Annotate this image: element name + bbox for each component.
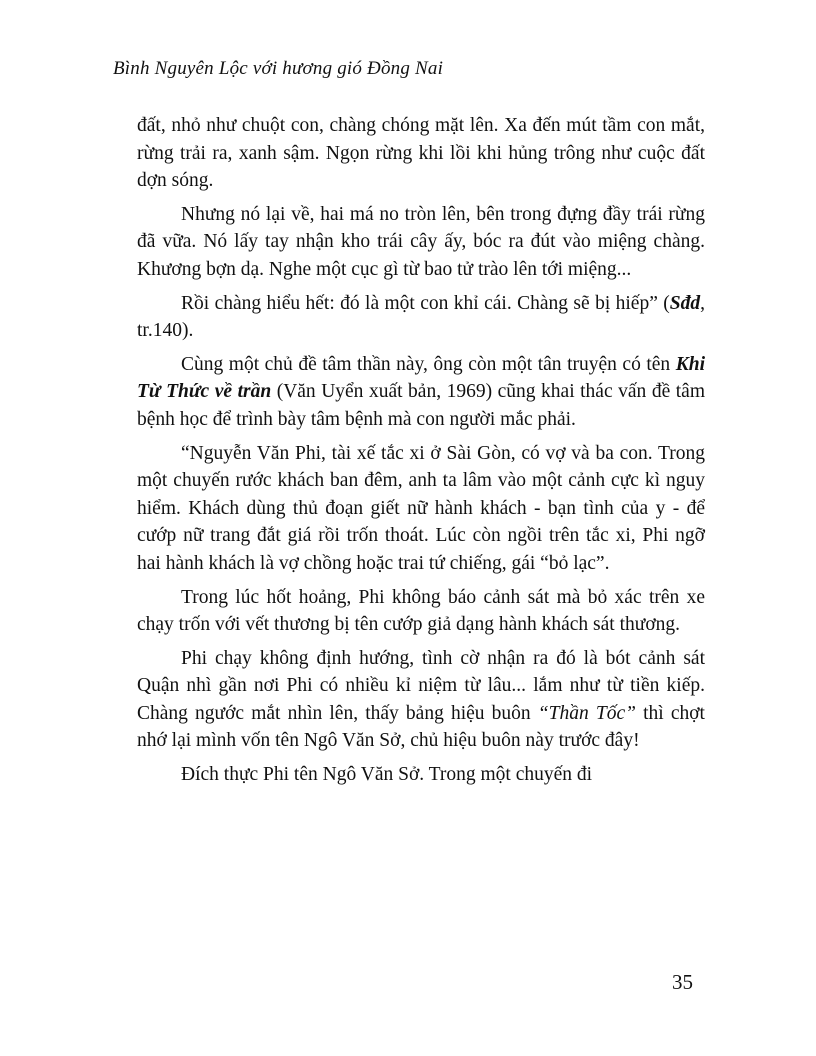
paragraph-8 (137, 761, 705, 789)
running-header: Bình Nguyên Lộc với hương gió Đồng Nai (113, 58, 444, 79)
source-abbreviation: Sđd (669, 292, 701, 314)
paragraph-text: “Nguyễn Văn Phi, tài xế tắc xi ở Sài Gòn, có vợ và ba con. Trong một chuyến rước khách ban đêm, anh ta lâm vào một cảnh cực kì nguy hiểm. Khách dùng thủ đoạn giết nữ hành khách - bạn tình của y - để cướp nữ trang đắt giá rồi trốn thoát. Lúc còn ngồi trên tắc xi, Phi ngỡ hai hành khách là vợ chồng hoặc trai tứ chiếng, gái “bỏ lạc”. (137, 442, 705, 574)
paragraph-text: Phi chạy không định hướng, tình cờ nhận ra đó là bót cảnh sát Quận nhì gần nơi Phi có nhiều kỉ niệm từ lâu... lắm như từ tiền kiếp. Chàng ngước mắt nhìn lên, thấy bảng hiệu buôn (137, 647, 705, 724)
paragraph-text: đất, nhỏ như chuột con, chàng chóng mặt lên. Xa đến mút tầm con mắt, rừng trải ra, xanh sậm. Ngọn rừng khi lồi khi hủng trông như cuộc đất dợn sóng. (137, 115, 705, 192)
shop-name: “Thần Tốc” (537, 702, 636, 724)
paragraph-6 (137, 584, 705, 639)
paragraph-text: Nhưng nó lại về, hai má no tròn lên, bên trong đựng đầy trái rừng đã vữa. Nó lấy tay nhận kho trái cây ấy, bóc ra đút vào miệng chàng. Khương bợn dạ. Nghe một cục gì từ bao tử trào lên tới miệng... (137, 203, 705, 280)
book-title: Khi Từ Thức về trần (137, 353, 705, 403)
paragraph-text: Đích thực Phi tên Ngô Văn Sở. Trong một chuyến đi (181, 764, 593, 786)
paragraph-1 (137, 112, 705, 195)
paragraph-2 (137, 201, 705, 284)
paragraph-7 (137, 645, 705, 755)
paragraph-text: Cùng một chủ đề tâm thần này, ông còn một tân truyện có tên (181, 353, 676, 375)
paragraph-text: thì chợt nhớ lại mình vốn tên Ngô Văn Sở, chủ hiệu buôn này trước đây! (137, 702, 705, 752)
paragraph-text: Trong lúc hốt hoảng, Phi không báo cảnh sát mà bỏ xác trên xe chạy trốn với vết thương bị tên cướp giả dạng hành khách sát thương. (137, 586, 705, 636)
paragraph-text: , tr.140). (137, 292, 705, 342)
body-text (137, 112, 705, 795)
page-number: 35 (672, 970, 693, 994)
paragraph-4 (137, 351, 705, 434)
paragraph-5 (137, 440, 705, 578)
paragraph-text: Rồi chàng hiểu hết: đó là một con khỉ cái. Chàng sẽ bị hiếp” ( (181, 292, 670, 314)
paragraph-text: (Văn Uyển xuất bản, 1969) cũng khai thác vấn đề tâm bệnh học để trình bày tâm bệnh mà con người mắc phải. (137, 381, 705, 430)
paragraph-3 (137, 290, 705, 345)
